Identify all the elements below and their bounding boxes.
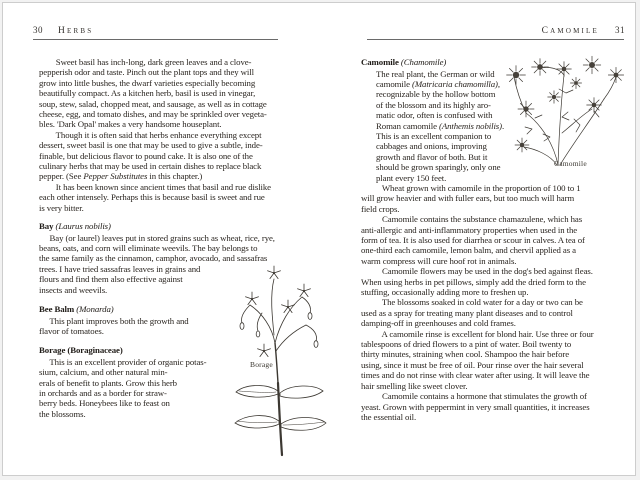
text-line: used as a spray for treating many plant diseases and to control xyxy=(361,307,573,318)
text-line: the same family as the cinnamon, camphor, avocado, and sassafras xyxy=(39,253,268,264)
right-page-number: 31 xyxy=(615,25,625,35)
text-line: growth and flavor of both. But it xyxy=(376,151,488,162)
text-line: dessert, sweet basil is one that may be used to give a subtle, inde- xyxy=(39,140,263,151)
borage-caption: Borage xyxy=(250,360,273,369)
camomile-narrow-block xyxy=(361,57,513,183)
text-line: form of tea. It is also used for diarrhea or scour in calves. A tea of xyxy=(361,235,585,245)
text-line: camomile (Matricaria chamomilla), xyxy=(376,78,500,89)
camomile-caption: Camomile xyxy=(554,159,587,168)
text-line: soup, stew, salad, chopped meat, and sausage, as well as in cottage xyxy=(39,98,267,109)
text-line: tablespoons of dried flowers to a pint of water. Boil twenty to xyxy=(361,339,572,350)
right-running-head: Camomile xyxy=(541,26,599,36)
text-line: cheese, egg, and tomato dishes, and may be sprinkled over vegeta- xyxy=(39,109,267,120)
text-line: flours and find them also effective against xyxy=(39,274,183,285)
text-line: grow into little bushes, the dwarf varieties especially becoming xyxy=(39,77,256,88)
text-line: thirty minutes, straining when cool. Shampoo the hair before xyxy=(361,349,570,360)
paragraph-basil-3 xyxy=(39,182,325,213)
left-running-header xyxy=(33,25,325,36)
entry-heading-bay xyxy=(39,221,325,232)
text-line: the essential oil. xyxy=(361,411,417,422)
text-line: A camomile rinse is excellent for blond hair. Use three or four xyxy=(361,328,594,339)
text-line: plant every 150 feet. xyxy=(376,172,447,183)
text-line: damping-off in greenhouses and cold frames. xyxy=(361,318,516,329)
text-line: The real plant, the German or wild xyxy=(376,68,495,79)
text-line: each other intensely. Perhaps this is because basil is sweet and rue xyxy=(39,192,265,203)
text-line: matic odor, often is confused with xyxy=(376,110,493,121)
text-line: warm compress will cure hoof rot in animals. xyxy=(361,255,517,266)
entry-name: Bay xyxy=(39,221,54,232)
text-line: Camomile contains a hormone that stimulates the growth of xyxy=(361,391,587,402)
entry-name: Camomile xyxy=(361,57,399,67)
text-line: pepper. (See Pepper Substitutes in this chapter.) xyxy=(39,171,203,182)
text-line: Camomile flowers may be used in the dog's bed against fleas. xyxy=(361,266,593,277)
text-line: in orchards and as a border for straw- xyxy=(39,388,167,399)
text-line: Wheat grown with camomile in the proportion of 100 to 1 xyxy=(361,182,581,193)
text-line: anti-allergic and anti-inflammatory properties when used in the xyxy=(361,224,578,235)
text-line: using, since it must be free of oil. Pour rinse over the hair several xyxy=(361,359,584,370)
left-header-rule xyxy=(33,39,278,40)
paragraph-basil-1 xyxy=(39,57,325,130)
text-line: will grow heavier and with fuller ears, but too much will harm xyxy=(361,193,575,204)
paragraph-camomile-4 xyxy=(361,266,625,297)
entry-latin: (Monarda) xyxy=(76,304,114,315)
right-header-rule xyxy=(367,39,624,40)
text-line: Though it is often said that herbs enhance everything except xyxy=(39,129,262,140)
text-line: It has been known since ancient times that basil and rue dislike xyxy=(39,181,271,192)
paragraph-camomile-2 xyxy=(361,183,625,214)
text-line: bles. 'Dark Opal' makes a very handsome houseplant. xyxy=(39,119,222,130)
text-line: insects and weevils. xyxy=(39,284,108,295)
right-running-header xyxy=(359,25,625,36)
left-running-head: Herbs xyxy=(58,26,94,36)
text-line: stuffing, occasionally adding more to freshen up. xyxy=(361,287,529,298)
text-line: flavor of tomatoes. xyxy=(39,325,104,336)
text-line: This plant improves both the growth and xyxy=(39,315,189,326)
camomile-plant-drawing xyxy=(502,53,626,169)
text-line: Sweet basil has inch-long, dark green leaves and a clove- xyxy=(39,57,252,67)
text-line: erals of benefit to plants. Grow this herb xyxy=(39,377,177,388)
text-line: Camomile contains the substance chamazulene, which has xyxy=(361,214,583,225)
paragraph-camomile-1 xyxy=(376,69,513,183)
text-line: should be grown sparingly, only one xyxy=(376,162,501,173)
entry-latin: (Boraginaceae) xyxy=(67,345,123,356)
text-line: finable, but delicious flavor to pound cake. It is also one of the xyxy=(39,150,253,161)
text-line: cabbages and onions, improving xyxy=(376,141,487,152)
text-line: field crops. xyxy=(361,203,400,214)
text-line: hair smelling like sweet clover. xyxy=(361,380,468,391)
text-line: one-third each camomile, lemon balm, and chervil applied as a xyxy=(361,245,576,256)
paragraph-camomile-3 xyxy=(361,214,625,266)
text-line: This is an excellent companion to xyxy=(376,130,492,141)
entry-latin: (Laurus nobilis) xyxy=(55,221,111,232)
borage-plant-drawing xyxy=(230,255,328,457)
left-page-number: 30 xyxy=(33,25,43,35)
entry-name: Borage xyxy=(39,345,66,356)
borage-illustration xyxy=(230,255,328,457)
text-line: sium, calcium, and other natural min- xyxy=(39,367,168,378)
text-line: When using herbs in pet pillows, simply add the dried form to the xyxy=(361,276,586,287)
text-line: beans, oats, and corn will eliminate weevils. The bay belongs to xyxy=(39,243,258,253)
paragraph-camomile-6 xyxy=(361,329,625,391)
text-line: yeast. Grown with peppermint in very small quantities, it increases xyxy=(361,401,590,412)
text-line: times and do not rinse with clear water after using. It will leave the xyxy=(361,370,590,381)
text-line: trees. I have tried sassafras leaves in grains and xyxy=(39,263,201,274)
paragraph-camomile-7 xyxy=(361,391,625,422)
text-line: is very bitter. xyxy=(39,202,84,213)
text-line: Bay (or laurel) leaves put in stored grains such as wheat, rice, rye, xyxy=(39,232,275,243)
book-page-sheet xyxy=(2,2,636,476)
text-line: The blossoms soaked in cold water for a day or two can be xyxy=(361,297,583,308)
paragraph-basil-2 xyxy=(39,130,325,182)
text-line: berry beds. Honeybees like to feast on xyxy=(39,398,170,409)
text-line: the blossoms. xyxy=(39,408,86,419)
text-line: pepperish odor and taste. Pinch out the plant tops and they will xyxy=(39,67,254,78)
text-line: of the blossom and its highly aro- xyxy=(376,99,491,110)
text-line: culinary herbs that may be used in certain dishes to replace black xyxy=(39,161,262,172)
text-line: recognizable by the hollow bottom xyxy=(376,89,496,100)
camomile-illustration xyxy=(502,53,626,169)
text-line: This is an excellent provider of organic potas- xyxy=(39,356,207,367)
text-line: Roman camomile (Anthemis nobilis). xyxy=(376,120,505,131)
entry-name: Bee Balm xyxy=(39,304,75,315)
paragraph-camomile-5 xyxy=(361,297,625,328)
entry-latin: (Chamomile) xyxy=(400,57,447,67)
entry-heading-camomile xyxy=(361,57,513,68)
text-line: beautifully compact. As a kitchen herb, basil is used in vinegar, xyxy=(39,88,256,99)
